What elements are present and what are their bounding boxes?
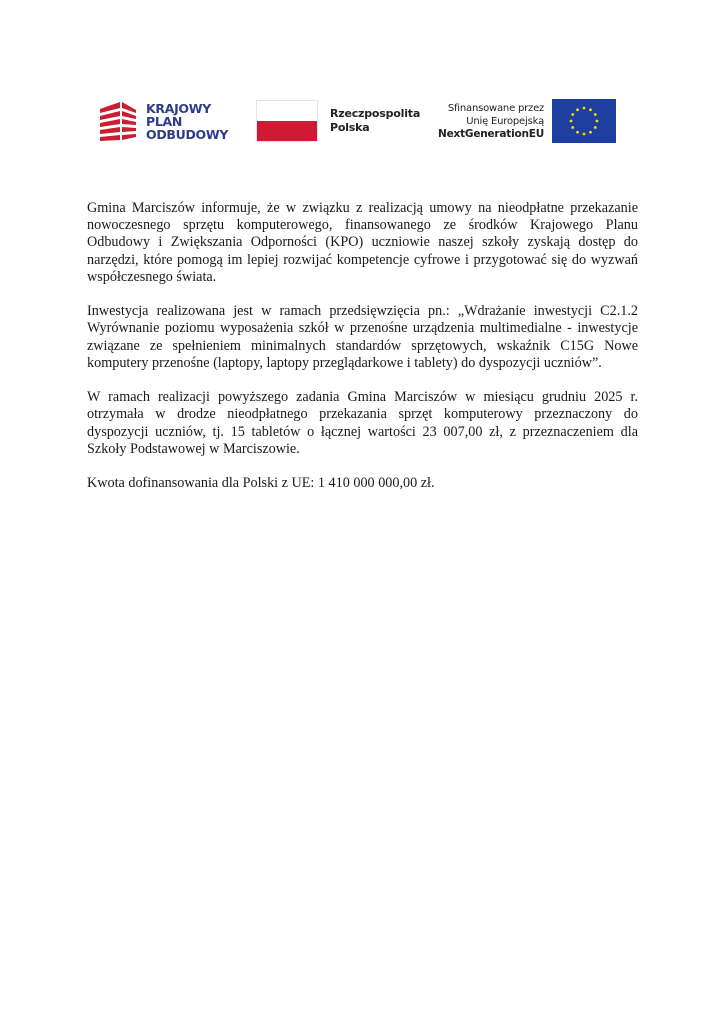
paragraph-realization: W ramach realizacji powyższego zadania Gmina Marciszów w miesiącu grudniu 2025 r. otrzymała w drodze nieodpłatnego przekazania sprzęt komputerowy przeznaczony do dyspozycji uczniów, tj. 15 tabletów o łącznej wartości 23 007,00 zł, z przeznaczeniem dla Szkoły Podstawowej w Marciszowie. [87, 389, 638, 457]
eu-star [589, 131, 592, 134]
eu-star [594, 126, 597, 129]
eu-line-3: NextGenerationEU [438, 127, 545, 140]
poland-line-2: Polska [330, 121, 370, 134]
kpo-line-2: PLAN [146, 113, 183, 129]
eu-star [576, 108, 579, 111]
kpo-line-1: KRAJOWY [146, 100, 212, 116]
eu-line-2: Unię Europejską [466, 115, 545, 127]
kpo-logo [98, 98, 228, 144]
poland-logo-text [330, 107, 420, 135]
eu-star [596, 120, 599, 123]
paragraph-intro: Gmina Marciszów informuje, że w związku z realizacją umowy na nieodpłatne przekazanie nowoczesnego sprzętu komputerowego, finansowanego ze środków Krajowego Planu Odbudowy i Zwiększania Odporności (KPO) uczniowie naszej szkoły zyskają dostęp do narzędzi, które pomogą im lepiej rozwijać kompetencje cyfrowe i przygotować się do wyzwań współczesnego świata. [87, 200, 638, 285]
eu-star [589, 108, 592, 111]
eu-logo-text [438, 102, 544, 141]
eu-star [571, 126, 574, 129]
eu-logo [438, 98, 616, 144]
eu-star [583, 133, 586, 136]
logo-bar [96, 96, 628, 148]
eu-star [576, 131, 579, 134]
poland-logo [256, 98, 420, 144]
eu-flag-icon [552, 99, 616, 143]
eu-star [583, 107, 586, 110]
kpo-logo-text [146, 102, 228, 141]
eu-star [571, 113, 574, 116]
eu-line-1: Sfinansowane przez [447, 102, 545, 114]
kpo-line-3: ODBUDOWY [146, 126, 229, 142]
poland-line-1: Rzeczpospolita [330, 107, 421, 120]
kpo-building-icon [98, 99, 138, 143]
eu-star [570, 120, 573, 123]
eu-star [594, 113, 597, 116]
document-body [87, 200, 638, 510]
paragraph-funding-amount: Kwota dofinansowania dla Polski z UE: 1 410 000 000,00 zł. [87, 475, 435, 492]
paragraph-investment: Inwestycja realizowana jest w ramach przedsięwzięcia pn.: „Wdrażanie inwestycji C2.1.2 Wyrównanie poziomu wyposażenia szkół w przenośne urządzenia multimedialne - inwestycje związane ze spełnieniem minimalnych standardów sprzętowych, wskaźnik C15G Nowe komputery przenośne (laptopy, laptopy przeglądarkowe i tablety) do dyspozycji uczniów”. [87, 303, 638, 371]
poland-flag-icon [256, 100, 318, 142]
